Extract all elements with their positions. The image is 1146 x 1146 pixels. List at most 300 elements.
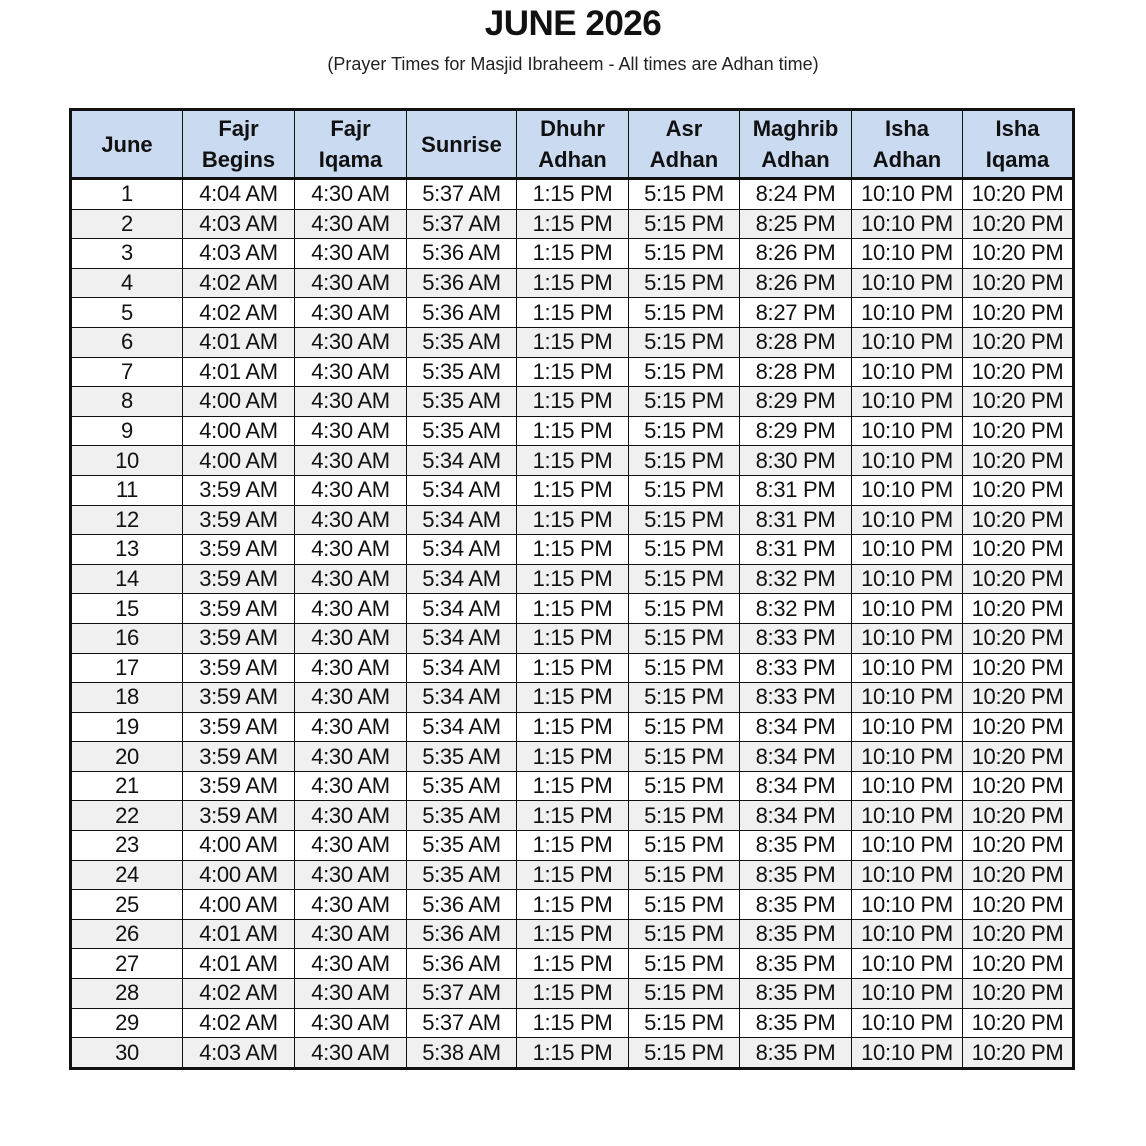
asr-adhan-cell: 5:15 PM [629,416,740,446]
asr-adhan-cell: 5:15 PM [629,683,740,713]
dhuhr-adhan-cell: 1:15 PM [517,564,629,594]
maghrib-adhan-cell: 8:34 PM [740,712,852,742]
isha-iqama-cell: 10:20 PM [963,623,1074,653]
table-row [71,831,1074,861]
dhuhr-adhan-cell: 1:15 PM [517,890,629,920]
isha-iqama-cell: 10:20 PM [963,801,1074,831]
isha-iqama-cell: 10:20 PM [963,860,1074,890]
sunrise-cell: 5:34 AM [407,623,517,653]
isha-iqama-cell: 10:20 PM [963,268,1074,298]
isha-iqama-cell: 10:20 PM [963,712,1074,742]
asr-adhan-cell: 5:15 PM [629,1008,740,1038]
fajr-begins-cell: 3:59 AM [183,594,295,624]
fajr-iqama-cell: 4:30 AM [295,594,407,624]
asr-adhan-cell: 5:15 PM [629,239,740,269]
fajr-begins-cell: 3:59 AM [183,564,295,594]
dhuhr-adhan-cell: 1:15 PM [517,179,629,210]
fajr-begins-cell: 4:01 AM [183,357,295,387]
dhuhr-adhan-cell: 1:15 PM [517,979,629,1009]
maghrib-adhan-cell: 8:29 PM [740,416,852,446]
maghrib-adhan-cell: 8:31 PM [740,535,852,565]
sunrise-cell: 5:34 AM [407,594,517,624]
isha-adhan-cell: 10:10 PM [852,801,963,831]
maghrib-adhan-cell: 8:28 PM [740,327,852,357]
isha-iqama-cell: 10:20 PM [963,683,1074,713]
isha-iqama-cell: 10:20 PM [963,1038,1074,1069]
maghrib-adhan-cell: 8:34 PM [740,771,852,801]
isha-iqama-cell: 10:20 PM [963,535,1074,565]
isha-adhan-cell: 10:10 PM [852,890,963,920]
sunrise-cell: 5:34 AM [407,475,517,505]
sunrise-cell: 5:35 AM [407,327,517,357]
column-header-isha-iqama: Isha Iqama [963,110,1074,179]
table-row [71,623,1074,653]
fajr-iqama-cell: 4:30 AM [295,209,407,239]
fajr-iqama-cell: 4:30 AM [295,387,407,417]
day-cell: 17 [71,653,183,683]
day-cell: 19 [71,712,183,742]
day-cell: 1 [71,179,183,210]
isha-iqama-cell: 10:20 PM [963,446,1074,476]
maghrib-adhan-cell: 8:35 PM [740,1008,852,1038]
fajr-iqama-cell: 4:30 AM [295,535,407,565]
table-row [71,564,1074,594]
sunrise-cell: 5:36 AM [407,298,517,328]
asr-adhan-cell: 5:15 PM [629,505,740,535]
maghrib-adhan-cell: 8:30 PM [740,446,852,476]
day-cell: 30 [71,1038,183,1069]
fajr-iqama-cell: 4:30 AM [295,919,407,949]
table-row [71,683,1074,713]
maghrib-adhan-cell: 8:24 PM [740,179,852,210]
asr-adhan-cell: 5:15 PM [629,890,740,920]
isha-iqama-cell: 10:20 PM [963,475,1074,505]
fajr-iqama-cell: 4:30 AM [295,1038,407,1069]
asr-adhan-cell: 5:15 PM [629,387,740,417]
sunrise-cell: 5:38 AM [407,1038,517,1069]
sunrise-cell: 5:37 AM [407,179,517,210]
isha-iqama-cell: 10:20 PM [963,653,1074,683]
dhuhr-adhan-cell: 1:15 PM [517,742,629,772]
fajr-begins-cell: 4:02 AM [183,1008,295,1038]
day-cell: 18 [71,683,183,713]
day-cell: 8 [71,387,183,417]
fajr-iqama-cell: 4:30 AM [295,979,407,1009]
dhuhr-adhan-cell: 1:15 PM [517,357,629,387]
maghrib-adhan-cell: 8:35 PM [740,890,852,920]
day-cell: 14 [71,564,183,594]
dhuhr-adhan-cell: 1:15 PM [517,860,629,890]
column-header-maghrib-adhan: Maghrib Adhan [740,110,852,179]
isha-adhan-cell: 10:10 PM [852,860,963,890]
column-header-fajr-iqama: Fajr Iqama [295,110,407,179]
asr-adhan-cell: 5:15 PM [629,653,740,683]
sunrise-cell: 5:34 AM [407,446,517,476]
isha-iqama-cell: 10:20 PM [963,298,1074,328]
table-row [71,298,1074,328]
fajr-iqama-cell: 4:30 AM [295,860,407,890]
asr-adhan-cell: 5:15 PM [629,535,740,565]
maghrib-adhan-cell: 8:33 PM [740,623,852,653]
day-cell: 12 [71,505,183,535]
sunrise-cell: 5:35 AM [407,416,517,446]
table-row [71,1008,1074,1038]
isha-adhan-cell: 10:10 PM [852,653,963,683]
dhuhr-adhan-cell: 1:15 PM [517,209,629,239]
fajr-begins-cell: 4:00 AM [183,416,295,446]
table-row [71,742,1074,772]
table-row [71,475,1074,505]
table-row [71,505,1074,535]
dhuhr-adhan-cell: 1:15 PM [517,801,629,831]
asr-adhan-cell: 5:15 PM [629,564,740,594]
column-header-day: June [71,110,183,179]
fajr-iqama-cell: 4:30 AM [295,327,407,357]
table-row [71,357,1074,387]
dhuhr-adhan-cell: 1:15 PM [517,475,629,505]
dhuhr-adhan-cell: 1:15 PM [517,239,629,269]
column-header-fajr-begins: Fajr Begins [183,110,295,179]
asr-adhan-cell: 5:15 PM [629,771,740,801]
isha-iqama-cell: 10:20 PM [963,831,1074,861]
table-row [71,209,1074,239]
sunrise-cell: 5:36 AM [407,919,517,949]
maghrib-adhan-cell: 8:34 PM [740,801,852,831]
table-row [71,890,1074,920]
fajr-iqama-cell: 4:30 AM [295,239,407,269]
isha-iqama-cell: 10:20 PM [963,416,1074,446]
header-row [71,110,1074,179]
fajr-begins-cell: 4:00 AM [183,831,295,861]
isha-adhan-cell: 10:10 PM [852,327,963,357]
day-cell: 3 [71,239,183,269]
isha-iqama-cell: 10:20 PM [963,327,1074,357]
fajr-begins-cell: 4:01 AM [183,949,295,979]
table-row [71,949,1074,979]
table-row [71,327,1074,357]
table-body [71,179,1074,1069]
table-row [71,979,1074,1009]
fajr-begins-cell: 4:02 AM [183,979,295,1009]
fajr-iqama-cell: 4:30 AM [295,712,407,742]
sunrise-cell: 5:35 AM [407,387,517,417]
isha-iqama-cell: 10:20 PM [963,564,1074,594]
isha-iqama-cell: 10:20 PM [963,979,1074,1009]
asr-adhan-cell: 5:15 PM [629,268,740,298]
sunrise-cell: 5:34 AM [407,505,517,535]
fajr-begins-cell: 3:59 AM [183,771,295,801]
isha-iqama-cell: 10:20 PM [963,505,1074,535]
fajr-iqama-cell: 4:30 AM [295,298,407,328]
table-row [71,653,1074,683]
dhuhr-adhan-cell: 1:15 PM [517,919,629,949]
column-header-asr-adhan: Asr Adhan [629,110,740,179]
maghrib-adhan-cell: 8:32 PM [740,594,852,624]
fajr-begins-cell: 4:02 AM [183,268,295,298]
day-cell: 2 [71,209,183,239]
table-row [71,919,1074,949]
fajr-iqama-cell: 4:30 AM [295,357,407,387]
isha-adhan-cell: 10:10 PM [852,446,963,476]
sunrise-cell: 5:36 AM [407,239,517,269]
isha-adhan-cell: 10:10 PM [852,475,963,505]
fajr-begins-cell: 4:00 AM [183,387,295,417]
fajr-iqama-cell: 4:30 AM [295,623,407,653]
dhuhr-adhan-cell: 1:15 PM [517,416,629,446]
fajr-begins-cell: 4:02 AM [183,298,295,328]
isha-adhan-cell: 10:10 PM [852,683,963,713]
sunrise-cell: 5:35 AM [407,831,517,861]
fajr-iqama-cell: 4:30 AM [295,949,407,979]
isha-adhan-cell: 10:10 PM [852,919,963,949]
column-header-isha-adhan: Isha Adhan [852,110,963,179]
page-subtitle: (Prayer Times for Masjid Ibraheem - All times are Adhan time) [327,54,819,74]
asr-adhan-cell: 5:15 PM [629,979,740,1009]
day-cell: 27 [71,949,183,979]
maghrib-adhan-cell: 8:31 PM [740,505,852,535]
isha-iqama-cell: 10:20 PM [963,209,1074,239]
maghrib-adhan-cell: 8:35 PM [740,831,852,861]
fajr-begins-cell: 3:59 AM [183,683,295,713]
isha-adhan-cell: 10:10 PM [852,179,963,210]
isha-adhan-cell: 10:10 PM [852,712,963,742]
day-cell: 23 [71,831,183,861]
fajr-iqama-cell: 4:30 AM [295,1008,407,1038]
sunrise-cell: 5:35 AM [407,357,517,387]
asr-adhan-cell: 5:15 PM [629,179,740,210]
day-cell: 15 [71,594,183,624]
asr-adhan-cell: 5:15 PM [629,357,740,387]
dhuhr-adhan-cell: 1:15 PM [517,1038,629,1069]
fajr-iqama-cell: 4:30 AM [295,505,407,535]
isha-iqama-cell: 10:20 PM [963,1008,1074,1038]
isha-adhan-cell: 10:10 PM [852,1008,963,1038]
isha-iqama-cell: 10:20 PM [963,919,1074,949]
dhuhr-adhan-cell: 1:15 PM [517,653,629,683]
asr-adhan-cell: 5:15 PM [629,327,740,357]
fajr-iqama-cell: 4:30 AM [295,475,407,505]
asr-adhan-cell: 5:15 PM [629,209,740,239]
day-cell: 24 [71,860,183,890]
asr-adhan-cell: 5:15 PM [629,298,740,328]
asr-adhan-cell: 5:15 PM [629,446,740,476]
fajr-begins-cell: 3:59 AM [183,623,295,653]
dhuhr-adhan-cell: 1:15 PM [517,683,629,713]
day-cell: 10 [71,446,183,476]
maghrib-adhan-cell: 8:32 PM [740,564,852,594]
fajr-iqama-cell: 4:30 AM [295,268,407,298]
day-cell: 5 [71,298,183,328]
maghrib-adhan-cell: 8:33 PM [740,683,852,713]
isha-adhan-cell: 10:10 PM [852,564,963,594]
sunrise-cell: 5:34 AM [407,564,517,594]
maghrib-adhan-cell: 8:34 PM [740,742,852,772]
isha-iqama-cell: 10:20 PM [963,594,1074,624]
fajr-begins-cell: 4:03 AM [183,239,295,269]
day-cell: 6 [71,327,183,357]
table-row [71,712,1074,742]
column-header-dhuhr-adhan: Dhuhr Adhan [517,110,629,179]
table-row [71,179,1074,210]
asr-adhan-cell: 5:15 PM [629,594,740,624]
dhuhr-adhan-cell: 1:15 PM [517,1008,629,1038]
isha-iqama-cell: 10:20 PM [963,949,1074,979]
table-row [71,387,1074,417]
fajr-begins-cell: 3:59 AM [183,653,295,683]
isha-adhan-cell: 10:10 PM [852,387,963,417]
sunrise-cell: 5:36 AM [407,268,517,298]
maghrib-adhan-cell: 8:35 PM [740,1038,852,1069]
maghrib-adhan-cell: 8:35 PM [740,860,852,890]
asr-adhan-cell: 5:15 PM [629,712,740,742]
sunrise-cell: 5:34 AM [407,712,517,742]
sunrise-cell: 5:35 AM [407,860,517,890]
table-row [71,771,1074,801]
dhuhr-adhan-cell: 1:15 PM [517,831,629,861]
isha-iqama-cell: 10:20 PM [963,771,1074,801]
sunrise-cell: 5:35 AM [407,801,517,831]
dhuhr-adhan-cell: 1:15 PM [517,327,629,357]
fajr-begins-cell: 4:03 AM [183,1038,295,1069]
sunrise-cell: 5:34 AM [407,683,517,713]
isha-adhan-cell: 10:10 PM [852,268,963,298]
dhuhr-adhan-cell: 1:15 PM [517,949,629,979]
fajr-begins-cell: 4:00 AM [183,890,295,920]
maghrib-adhan-cell: 8:27 PM [740,298,852,328]
fajr-iqama-cell: 4:30 AM [295,446,407,476]
sunrise-cell: 5:35 AM [407,771,517,801]
prayer-times-table [69,108,1075,1070]
dhuhr-adhan-cell: 1:15 PM [517,505,629,535]
sunrise-cell: 5:36 AM [407,890,517,920]
asr-adhan-cell: 5:15 PM [629,831,740,861]
maghrib-adhan-cell: 8:33 PM [740,653,852,683]
day-cell: 20 [71,742,183,772]
fajr-begins-cell: 3:59 AM [183,801,295,831]
fajr-begins-cell: 4:01 AM [183,327,295,357]
fajr-begins-cell: 4:00 AM [183,446,295,476]
sunrise-cell: 5:37 AM [407,979,517,1009]
isha-adhan-cell: 10:10 PM [852,979,963,1009]
maghrib-adhan-cell: 8:28 PM [740,357,852,387]
dhuhr-adhan-cell: 1:15 PM [517,712,629,742]
isha-adhan-cell: 10:10 PM [852,771,963,801]
isha-adhan-cell: 10:10 PM [852,505,963,535]
day-cell: 4 [71,268,183,298]
table-row [71,860,1074,890]
isha-adhan-cell: 10:10 PM [852,1038,963,1069]
dhuhr-adhan-cell: 1:15 PM [517,446,629,476]
maghrib-adhan-cell: 8:35 PM [740,979,852,1009]
asr-adhan-cell: 5:15 PM [629,623,740,653]
isha-iqama-cell: 10:20 PM [963,357,1074,387]
fajr-begins-cell: 3:59 AM [183,712,295,742]
maghrib-adhan-cell: 8:35 PM [740,949,852,979]
day-cell: 21 [71,771,183,801]
maghrib-adhan-cell: 8:26 PM [740,268,852,298]
fajr-iqama-cell: 4:30 AM [295,653,407,683]
isha-adhan-cell: 10:10 PM [852,831,963,861]
sunrise-cell: 5:35 AM [407,742,517,772]
column-header-sunrise: Sunrise [407,110,517,179]
fajr-begins-cell: 3:59 AM [183,505,295,535]
table-row [71,239,1074,269]
dhuhr-adhan-cell: 1:15 PM [517,268,629,298]
day-cell: 9 [71,416,183,446]
day-cell: 25 [71,890,183,920]
maghrib-adhan-cell: 8:25 PM [740,209,852,239]
isha-adhan-cell: 10:10 PM [852,209,963,239]
day-cell: 13 [71,535,183,565]
table-row [71,268,1074,298]
sunrise-cell: 5:36 AM [407,949,517,979]
asr-adhan-cell: 5:15 PM [629,860,740,890]
day-cell: 22 [71,801,183,831]
asr-adhan-cell: 5:15 PM [629,1038,740,1069]
day-cell: 26 [71,919,183,949]
sunrise-cell: 5:37 AM [407,1008,517,1038]
fajr-begins-cell: 3:59 AM [183,475,295,505]
table-row [71,535,1074,565]
asr-adhan-cell: 5:15 PM [629,801,740,831]
dhuhr-adhan-cell: 1:15 PM [517,535,629,565]
fajr-begins-cell: 4:03 AM [183,209,295,239]
sunrise-cell: 5:34 AM [407,653,517,683]
fajr-iqama-cell: 4:30 AM [295,801,407,831]
sunrise-cell: 5:34 AM [407,535,517,565]
day-cell: 29 [71,1008,183,1038]
table-row [71,416,1074,446]
fajr-begins-cell: 4:01 AM [183,919,295,949]
table-row [71,446,1074,476]
isha-adhan-cell: 10:10 PM [852,623,963,653]
maghrib-adhan-cell: 8:35 PM [740,919,852,949]
table-row [71,801,1074,831]
asr-adhan-cell: 5:15 PM [629,919,740,949]
dhuhr-adhan-cell: 1:15 PM [517,387,629,417]
fajr-begins-cell: 3:59 AM [183,535,295,565]
asr-adhan-cell: 5:15 PM [629,742,740,772]
day-cell: 28 [71,979,183,1009]
isha-adhan-cell: 10:10 PM [852,594,963,624]
fajr-iqama-cell: 4:30 AM [295,831,407,861]
isha-iqama-cell: 10:20 PM [963,742,1074,772]
sunrise-cell: 5:37 AM [407,209,517,239]
isha-adhan-cell: 10:10 PM [852,742,963,772]
dhuhr-adhan-cell: 1:15 PM [517,594,629,624]
maghrib-adhan-cell: 8:31 PM [740,475,852,505]
fajr-begins-cell: 4:04 AM [183,179,295,210]
fajr-iqama-cell: 4:30 AM [295,564,407,594]
fajr-iqama-cell: 4:30 AM [295,771,407,801]
isha-adhan-cell: 10:10 PM [852,357,963,387]
isha-iqama-cell: 10:20 PM [963,179,1074,210]
fajr-begins-cell: 3:59 AM [183,742,295,772]
fajr-iqama-cell: 4:30 AM [295,179,407,210]
table-row [71,594,1074,624]
isha-iqama-cell: 10:20 PM [963,387,1074,417]
fajr-iqama-cell: 4:30 AM [295,890,407,920]
dhuhr-adhan-cell: 1:15 PM [517,298,629,328]
isha-iqama-cell: 10:20 PM [963,239,1074,269]
table-row [71,1038,1074,1069]
isha-adhan-cell: 10:10 PM [852,239,963,269]
fajr-iqama-cell: 4:30 AM [295,683,407,713]
day-cell: 7 [71,357,183,387]
dhuhr-adhan-cell: 1:15 PM [517,623,629,653]
isha-adhan-cell: 10:10 PM [852,535,963,565]
day-cell: 16 [71,623,183,653]
